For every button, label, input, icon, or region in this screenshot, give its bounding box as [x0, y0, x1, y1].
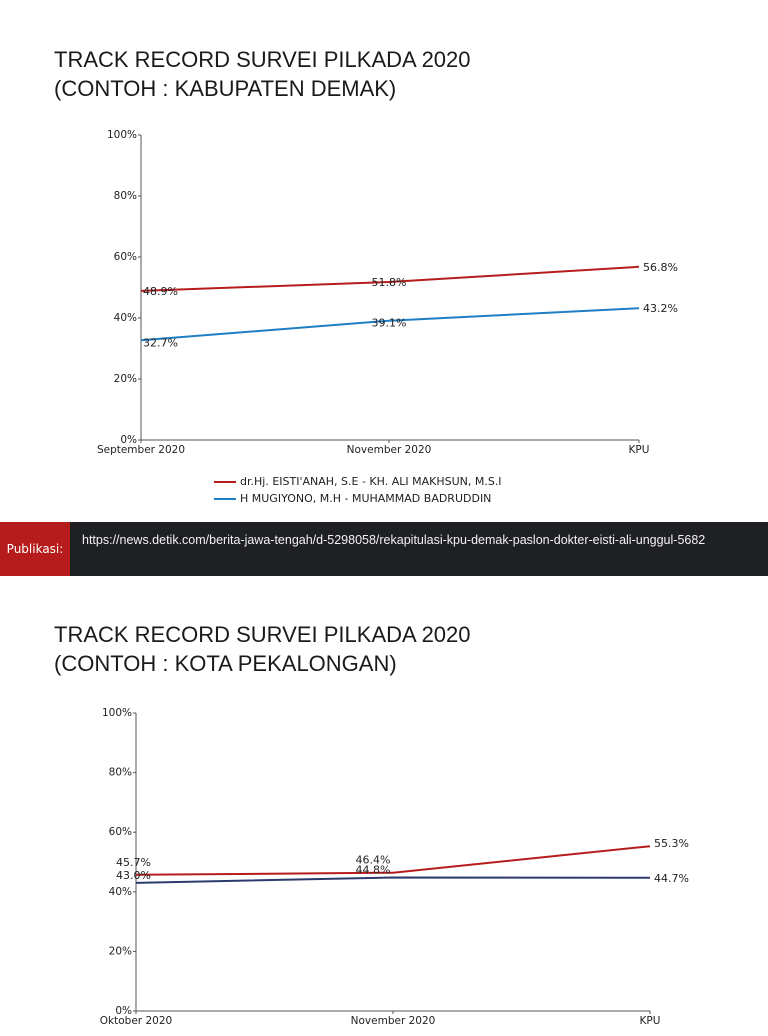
data-label: 55.3%	[654, 837, 689, 851]
x-tick-label: KPU	[628, 444, 650, 456]
y-tick-label: 0%	[120, 434, 137, 446]
data-label: 43.2%	[643, 302, 678, 316]
x-tick-label: Oktober 2020	[99, 1015, 173, 1027]
data-label: 48.9%	[143, 284, 178, 298]
legend-swatch-red	[214, 481, 236, 483]
data-label: 44.7%	[654, 871, 689, 885]
data-label: 32.7%	[143, 336, 178, 350]
data-label: 46.4%	[355, 853, 391, 867]
x-tick-label: September 2020	[96, 444, 186, 456]
title-line-1: TRACK RECORD SURVEI PILKADA 2020	[54, 622, 471, 647]
title-line-1: TRACK RECORD SURVEI PILKADA 2020	[54, 47, 471, 72]
series-line-1	[136, 878, 650, 883]
y-tick-label: 40%	[113, 312, 137, 324]
legend-swatch-blue	[214, 498, 236, 500]
x-tick-label: November 2020	[350, 1015, 436, 1027]
legend-item-mugiyono	[214, 490, 502, 507]
y-tick-label: 20%	[113, 373, 137, 385]
publication-bar	[0, 522, 768, 576]
title-line-2: (CONTOH : KABUPATEN DEMAK)	[54, 76, 397, 101]
data-label: 56.8%	[643, 260, 678, 274]
line-chart-demak	[0, 0, 768, 470]
y-tick-label: 80%	[108, 766, 132, 779]
legend-label: dr.Hj. EISTI'ANAH, S.E - KH. ALI MAKHSUN, M.S.I	[240, 475, 502, 488]
data-label: 43.0%	[116, 868, 151, 882]
y-tick-label: 100%	[106, 129, 137, 141]
slide-pekalongan	[0, 576, 768, 1027]
publication-label: Publikasi:	[0, 522, 70, 576]
publication-link[interactable]: https://news.detik.com/berita-jawa-tengah/d-5298058/rekapitulasi-kpu-demak-paslon-dokter-eisti-ali-unggul-5682	[82, 533, 706, 547]
data-label: 45.7%	[116, 855, 151, 869]
data-label: 39.1%	[371, 316, 407, 330]
legend-label: H MUGIYONO, M.H - MUHAMMAD BADRUDDIN	[240, 492, 492, 505]
title-line-2: (CONTOH : KOTA PEKALONGAN)	[54, 651, 397, 676]
y-tick-label: 60%	[108, 826, 132, 839]
x-tick-label: November 2020	[346, 444, 432, 456]
chart-legend	[214, 473, 502, 507]
y-tick-label: 100%	[101, 707, 132, 719]
legend-item-eistianah	[214, 473, 502, 490]
y-tick-label: 40%	[108, 885, 132, 898]
y-tick-label: 60%	[113, 251, 137, 263]
x-tick-label: KPU	[639, 1015, 661, 1027]
data-label: 44.8%	[355, 863, 391, 877]
y-tick-label: 20%	[108, 945, 132, 958]
series-line-0	[136, 846, 650, 875]
line-chart-pekalongan	[0, 576, 768, 1036]
data-label: 51.8%	[371, 276, 407, 290]
y-tick-label: 0%	[115, 1005, 132, 1017]
y-tick-label: 80%	[113, 190, 137, 202]
